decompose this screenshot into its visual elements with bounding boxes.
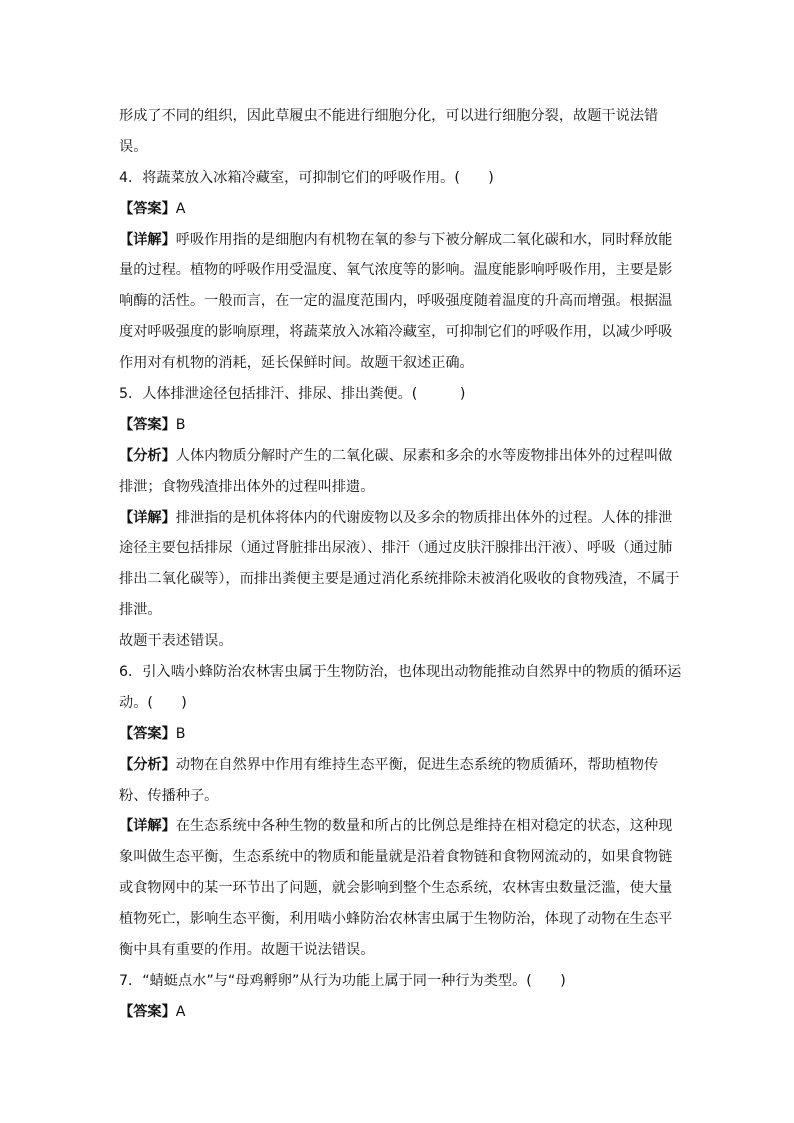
text-line: 植物死亡，影响生态平衡，利用啮小蜂防治农林害虫属于生物防治，体现了动物在生态平 xyxy=(119,911,673,928)
text-line: 排出二氧化碳等），而排出粪便主要是通过消化系统排除未被消化吸收的食物残渣，不属于 xyxy=(119,571,680,588)
text-line xyxy=(119,410,679,441)
text-line: 粉、传播种子。 xyxy=(119,787,219,804)
text-line: 排泄。 xyxy=(119,602,162,619)
text-line: 形成了不同的组织，因此草履虫不能进行细胞分化，可以进行细胞分裂，故题干说法错 xyxy=(119,108,659,124)
text-line xyxy=(119,997,679,1028)
text-line xyxy=(119,441,679,472)
line-text: 在生态系统中各种生物的数量和所占的比例总是维持在相对稳定的状态，这种现 xyxy=(175,818,673,835)
text-line: 途径主要包括排尿（通过肾脏排出尿液）、排汗（通过皮肤汗腺排出汗液）、呼吸（通过肺 xyxy=(119,540,673,557)
document-content xyxy=(119,101,682,1028)
text-line xyxy=(119,503,679,534)
section-tag: 【详解】 xyxy=(119,231,176,248)
section-tag: 【答案】 xyxy=(119,200,176,217)
text-line: 度对呼吸强度的影响原理，将蔬菜放入冰箱冷藏室，可抑制它们的呼吸作用，以减少呼吸 xyxy=(119,324,673,341)
text-line: 故题干表述错误。 xyxy=(119,633,233,650)
section-tag: 【分析】 xyxy=(119,447,176,464)
text-line: 作用对有机物的消耗，延长保鲜时间。故题干叙述正确。 xyxy=(119,355,474,372)
text-line xyxy=(119,225,679,256)
text-line: 响酶的活性。一般而言，在一定的温度范围内，呼吸强度随着温度的升高而增强。根据温 xyxy=(119,293,673,310)
text-line: 象叫做生态平衡，生态系统中的物质和能量就是沿着食物链和食物网流动的，如果食物链 xyxy=(119,849,673,866)
section-tag: 【详解】 xyxy=(119,818,176,835)
text-line: 6．引入啮小蜂防治农林害虫属于生物防治，也体现出动物能推动自然界中的物质的循环运 xyxy=(119,664,682,681)
line-text: B xyxy=(175,725,186,742)
text-line xyxy=(119,750,679,781)
line-text: A xyxy=(175,1003,186,1020)
text-line xyxy=(119,719,679,750)
line-text: 呼吸作用指的是细胞内有机物在氧的参与下被分解成二氧化碳和水，同时释放能 xyxy=(175,231,673,248)
text-line: 量的过程。植物的呼吸作用受温度、氧气浓度等的影响。温度能影响呼吸作用，主要是影 xyxy=(119,262,673,279)
line-text: A xyxy=(175,200,186,217)
text-line: 排泄；食物残渣排出体外的过程叫排遗。 xyxy=(119,478,375,495)
line-text: B xyxy=(175,416,186,433)
section-tag: 【详解】 xyxy=(119,509,176,526)
section-tag: 【答案】 xyxy=(119,1003,176,1020)
section-tag: 【答案】 xyxy=(119,725,176,742)
text-line: 4．将蔬菜放入冰箱冷藏室，可抑制它们的呼吸作用。( ) xyxy=(119,169,494,186)
text-line xyxy=(119,811,679,842)
section-tag: 【答案】 xyxy=(119,416,176,433)
text-line: 5．人体排泄途径包括排汗、排尿、排出粪便。( ) xyxy=(119,386,466,403)
line-text: 人体内物质分解时产生的二氧化碳、尿素和多余的水等废物排出体外的过程叫做 xyxy=(175,447,673,464)
text-line: 衡中具有重要的作用。故题干说法错误。 xyxy=(119,942,375,959)
text-line: 误。 xyxy=(119,138,148,155)
text-line xyxy=(119,194,679,225)
line-text: 动物在自然界中作用有维持生态平衡，促进生态系统的物质循环，帮助植物传 xyxy=(175,756,659,773)
text-line: 或食物网中的某一环节出了问题，就会影响到整个生态系统，农林害虫数量泛滥，使大量 xyxy=(119,880,673,897)
line-text: 排泄指的是机体将体内的代谢废物以及多余的物质排出体外的过程。人体的排泄 xyxy=(175,509,673,526)
text-line: 动。( ) xyxy=(119,694,187,711)
text-line: 7．“蜻蜓点水”与“母鸡孵卵”从行为功能上属于同一种行为类型。( ) xyxy=(119,972,566,989)
section-tag: 【分析】 xyxy=(119,756,176,773)
